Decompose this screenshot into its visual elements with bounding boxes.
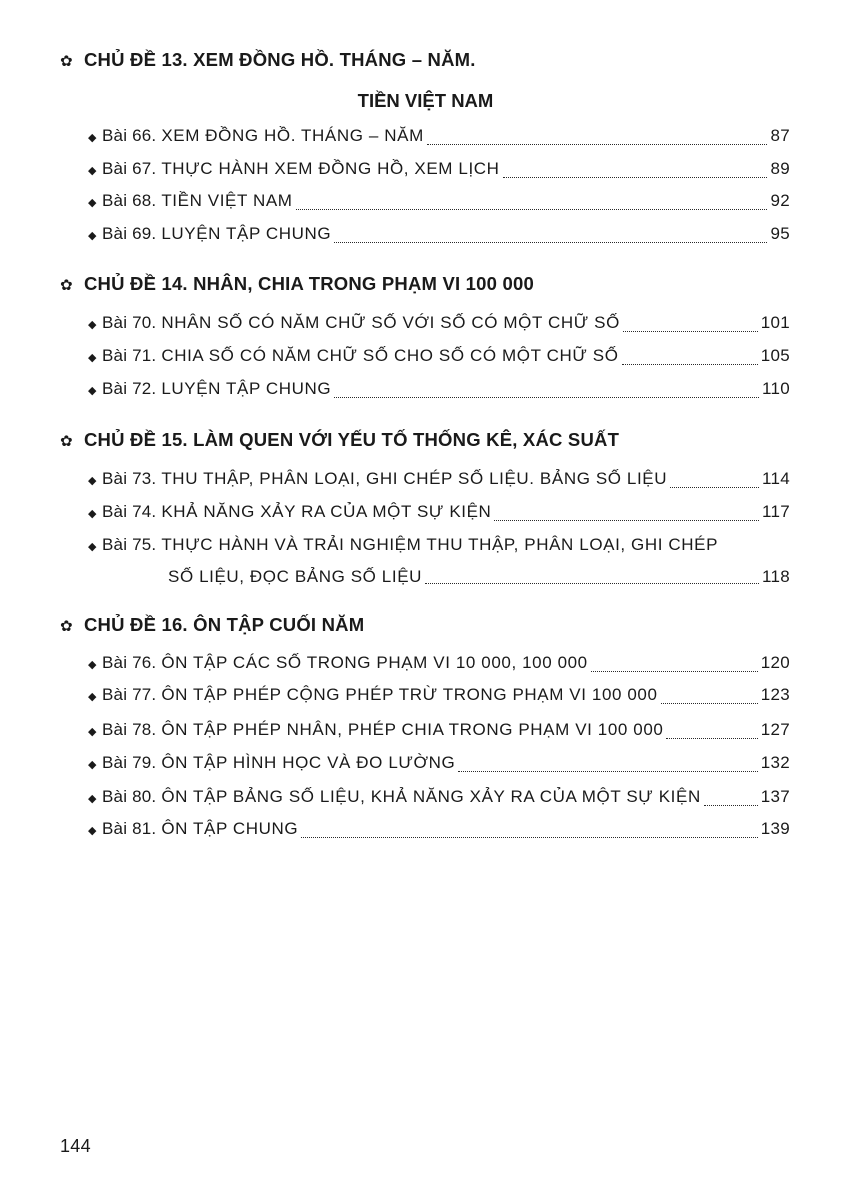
dot-leader <box>661 702 758 704</box>
diamond-bullet-icon: ◆ <box>88 385 97 397</box>
flower-bullet-icon: ✿ <box>60 53 73 70</box>
diamond-bullet-icon: ◆ <box>88 230 97 242</box>
toc-entry-79[interactable]: ◆ Bài 79. ÔN TẬP HÌNH HỌC VÀ ĐO LƯỜNG 132 <box>88 751 790 777</box>
diamond-bullet-icon: ◆ <box>88 197 97 209</box>
topic-subheading-13: TIỀN VIỆT NAM <box>357 90 494 111</box>
dot-leader <box>670 486 759 488</box>
diamond-bullet-icon: ◆ <box>88 659 97 671</box>
topic-heading-13: ✿ CHỦ ĐỀ 13. XEM ĐỒNG HỒ. THÁNG – NĂM. <box>60 48 476 74</box>
dot-leader <box>503 176 768 178</box>
dot-leader <box>425 582 759 584</box>
dot-leader <box>296 208 768 210</box>
toc-entry-67[interactable]: ◆ Bài 67. THỰC HÀNH XEM ĐỒNG HỒ, XEM LỊCH 89 <box>88 157 790 183</box>
toc-entry-73[interactable]: ◆ Bài 73. THU THẬP, PHÂN LOẠI, GHI CHÉP SỐ LIỆU. BẢNG SỐ LIỆU 114 <box>88 467 790 493</box>
toc-entry-75[interactable]: ◆ Bài 75. THỰC HÀNH VÀ TRẢI NGHIỆM THU THẬP, PHÂN LOẠI, GHI CHÉP SỐ LIỆU, ĐỌC BẢNG SỐ LIỆU 118 <box>88 535 790 586</box>
diamond-bullet-icon: ◆ <box>88 475 97 487</box>
diamond-bullet-icon: ◆ <box>88 352 97 364</box>
toc-entry-71[interactable]: ◆ Bài 71. CHIA SỐ CÓ NĂM CHỮ SỐ CHO SỐ CÓ MỘT CHỮ SỐ 105 <box>88 344 790 370</box>
toc-entry-81[interactable]: ◆ Bài 81. ÔN TẬP CHUNG 139 <box>88 817 790 843</box>
toc-entry-80[interactable]: ◆ Bài 80. ÔN TẬP BẢNG SỐ LIỆU, KHẢ NĂNG XẢY RA CỦA MỘT SỰ KIỆN 137 <box>88 785 790 811</box>
flower-bullet-icon: ✿ <box>60 618 73 635</box>
toc-entry-69[interactable]: ◆ Bài 69. LUYỆN TẬP CHUNG 95 <box>88 222 790 248</box>
flower-bullet-icon: ✿ <box>60 433 73 450</box>
dot-leader <box>334 241 767 243</box>
toc-entry-77[interactable]: ◆ Bài 77. ÔN TẬP PHÉP CỘNG PHÉP TRỪ TRONG PHẠM VI 100 000 123 <box>88 683 790 709</box>
dot-leader <box>591 670 758 672</box>
dot-leader <box>301 836 757 838</box>
topic-heading-16: ✿ CHỦ ĐỀ 16. ÔN TẬP CUỐI NĂM <box>60 613 364 639</box>
toc-entry-74[interactable]: ◆ Bài 74. KHẢ NĂNG XẢY RA CỦA MỘT SỰ KIỆN 117 <box>88 500 790 526</box>
diamond-bullet-icon: ◆ <box>88 541 97 553</box>
flower-bullet-icon: ✿ <box>60 277 73 294</box>
dot-leader <box>494 519 759 521</box>
diamond-bullet-icon: ◆ <box>88 691 97 703</box>
diamond-bullet-icon: ◆ <box>88 319 97 331</box>
topic-heading-14: ✿ CHỦ ĐỀ 14. NHÂN, CHIA TRONG PHẠM VI 100 000 <box>60 272 534 298</box>
dot-leader <box>427 143 768 145</box>
dot-leader <box>458 770 757 772</box>
dot-leader <box>334 396 759 398</box>
diamond-bullet-icon: ◆ <box>88 508 97 520</box>
diamond-bullet-icon: ◆ <box>88 165 97 177</box>
toc-entry-68[interactable]: ◆ Bài 68. TIỀN VIỆT NAM 92 <box>88 189 790 215</box>
diamond-bullet-icon: ◆ <box>88 132 97 144</box>
toc-entry-78[interactable]: ◆ Bài 78. ÔN TẬP PHÉP NHÂN, PHÉP CHIA TRONG PHẠM VI 100 000 127 <box>88 718 790 744</box>
dot-leader <box>622 363 758 365</box>
toc-entry-72[interactable]: ◆ Bài 72. LUYỆN TẬP CHUNG 110 <box>88 377 790 403</box>
diamond-bullet-icon: ◆ <box>88 726 97 738</box>
dot-leader <box>666 737 757 739</box>
diamond-bullet-icon: ◆ <box>88 759 97 771</box>
dot-leader <box>623 330 758 332</box>
toc-entry-70[interactable]: ◆ Bài 70. NHÂN SỐ CÓ NĂM CHỮ SỐ VỚI SỐ CÓ MỘT CHỮ SỐ 101 <box>88 311 790 337</box>
topic-heading-15: ✿ CHỦ ĐỀ 15. LÀM QUEN VỚI YẾU TỐ THỐNG KÊ, XÁC SUẤT <box>60 428 619 454</box>
toc-entry-66[interactable]: ◆ Bài 66. XEM ĐỒNG HỒ. THÁNG – NĂM 87 <box>88 124 790 150</box>
diamond-bullet-icon: ◆ <box>88 793 97 805</box>
dot-leader <box>704 804 758 806</box>
diamond-bullet-icon: ◆ <box>88 825 97 837</box>
page-number: 144 <box>60 1136 91 1156</box>
toc-entry-76[interactable]: ◆ Bài 76. ÔN TẬP CÁC SỐ TRONG PHẠM VI 10 000, 100 000 120 <box>88 651 790 677</box>
